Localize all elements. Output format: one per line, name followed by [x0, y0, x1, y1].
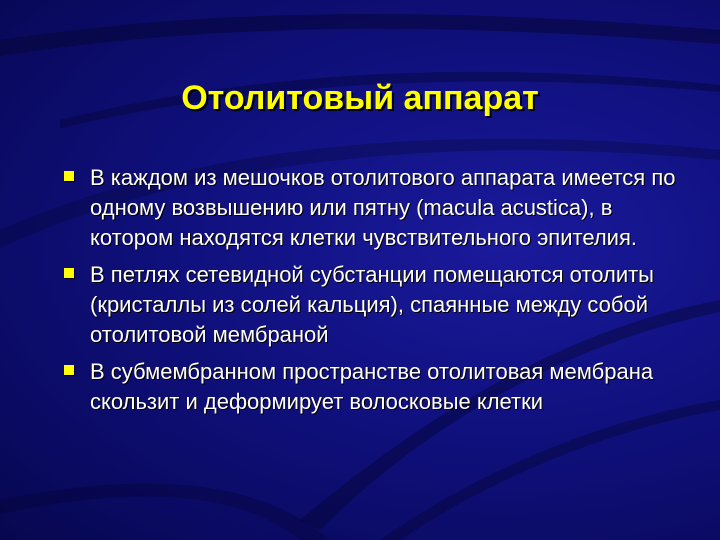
bullet-item — [62, 163, 682, 253]
bullet-item — [62, 260, 682, 350]
bullet-square-icon — [64, 365, 74, 375]
bullet-text: В каждом из мешочков отолитового аппарата имеется по одному возвышению или пятну (macula acustica), в котором находятся клетки чувствительного эпителия. — [90, 165, 676, 250]
bullet-text: В петлях сетевидной субстанции помещаются отолиты (кристаллы из солей кальция), спаянные между собой отолитовой мембраной — [90, 262, 654, 347]
bullet-square-icon — [64, 268, 74, 278]
bullet-item — [62, 357, 682, 417]
bullet-list — [62, 163, 682, 424]
bullet-square-icon — [64, 171, 74, 181]
slide-title: Отолитовый аппарат — [181, 79, 539, 117]
bullet-text: В субмембранном пространстве отолитовая мембрана скользит и деформирует волосковые клетки — [90, 359, 654, 414]
